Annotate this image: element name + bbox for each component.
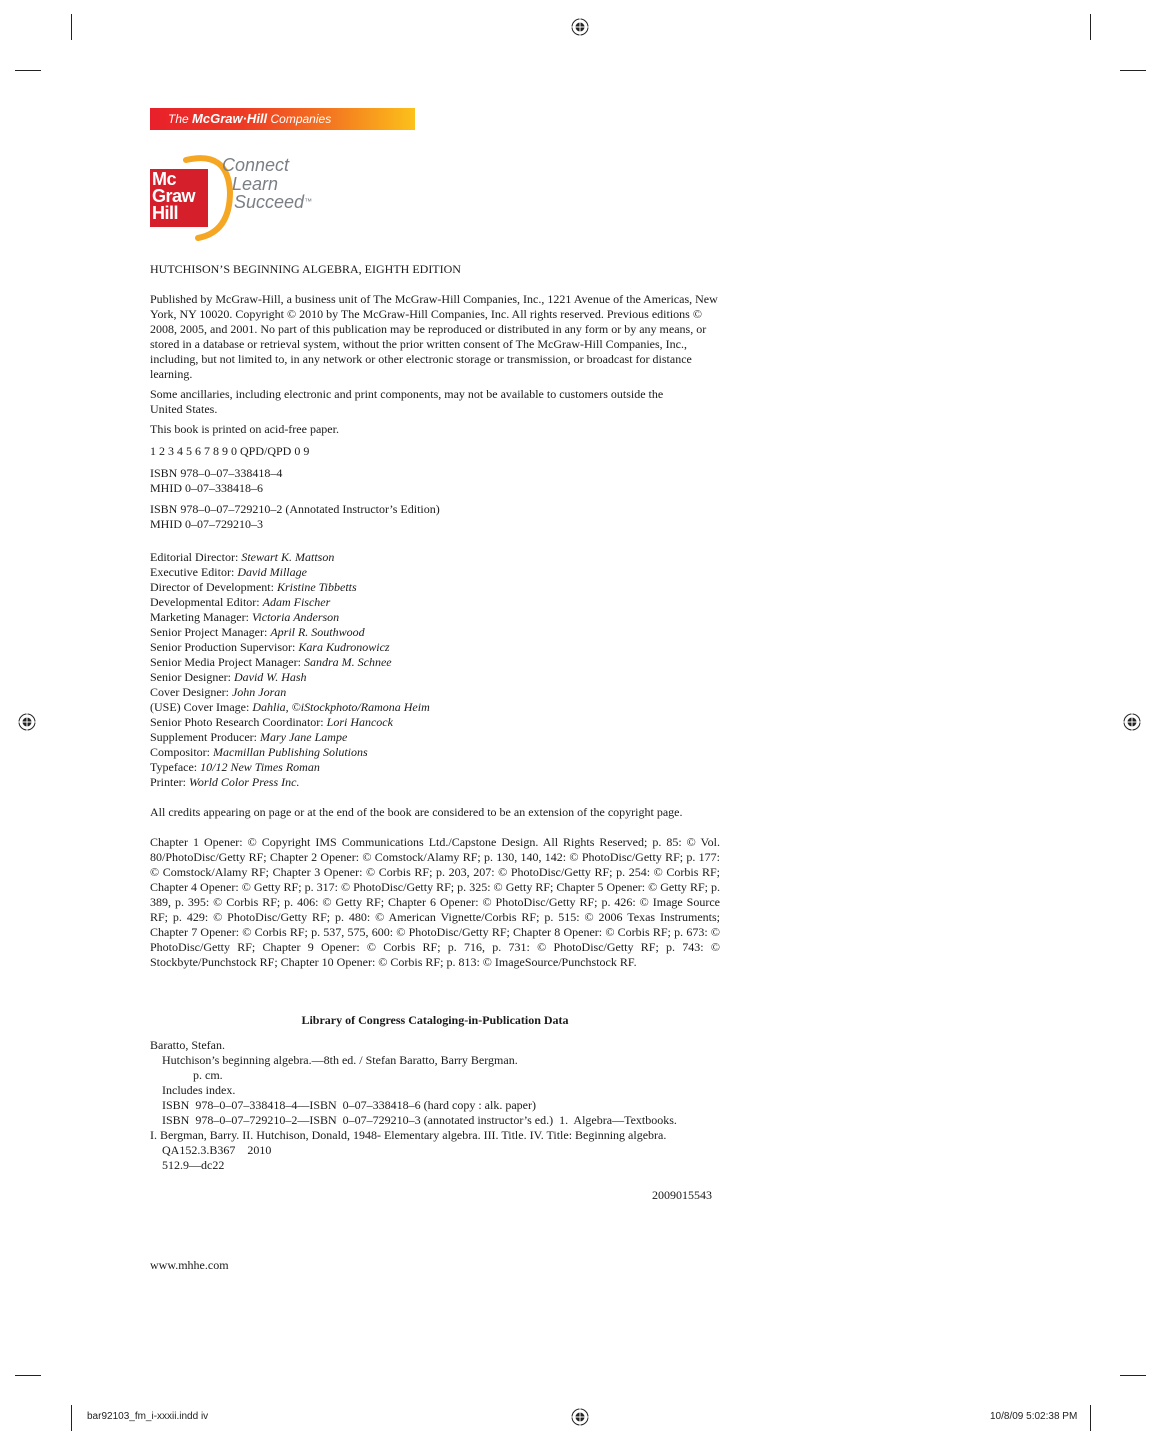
ancillaries-note: Some ancillaries, including electronic and print components, may not be available to customers outside the United States. [150, 387, 664, 416]
banner-brand: McGraw·Hill [192, 111, 268, 126]
credit-line: Senior Media Project Manager: Sandra M. Schnee [150, 655, 392, 669]
registration-mark-icon [18, 713, 36, 731]
credit-line: Editorial Director: Stewart K. Mattson [150, 550, 335, 564]
credit-line: Senior Designer: David W. Hash [150, 670, 307, 684]
crop-mark [71, 1405, 72, 1431]
isbn-line: ISBN 978–0–07–338418–4 [150, 466, 283, 480]
lcc-line: I. Bergman, Barry. II. Hutchison, Donald, 1948- Elementary algebra. III. Title. IV. Title: Beginning algebra. [150, 1128, 667, 1142]
crop-mark [1120, 1375, 1146, 1376]
tagline-line: Learn [232, 173, 279, 194]
credit-line: Supplement Producer: Mary Jane Lampe [150, 730, 348, 744]
lcc-line: Baratto, Stefan. [150, 1038, 225, 1052]
lcc-line: p. cm. [172, 1068, 223, 1082]
print-line: 1 2 3 4 5 6 7 8 9 0 QPD/QPD 0 9 [150, 444, 310, 458]
isbn-block-1 [150, 466, 720, 496]
credit-line: Printer: World Color Press Inc. [150, 775, 300, 789]
crop-mark [1120, 70, 1146, 71]
crop-mark [15, 1375, 41, 1376]
credit-line: Senior Project Manager: April R. Southwood [150, 625, 365, 639]
registration-mark-icon [1123, 713, 1141, 731]
credit-line: Executive Editor: David Millage [150, 565, 307, 579]
lcc-line: ISBN 978–0–07–338418–4—ISBN 0–07–338418–6 (hard copy : alk. paper) [156, 1098, 536, 1112]
logo-line: Hill [152, 203, 179, 223]
banner-prefix: The [168, 112, 189, 126]
lcc-line: 512.9—dc22 [156, 1158, 225, 1172]
crop-mark [71, 14, 72, 40]
photo-credits: Chapter 1 Opener: © Copyright IMS Communications Ltd./Capstone Design. All Rights Reserved; p. 85: © Vol. 80/PhotoDisc/Getty RF; Chapter 2 Opener: © Comstock/Alamy RF; p. 130, 140, 142: © PhotoDisc/Getty RF; p. 177: © Comstock/Alamy RF; Chapter 3 Opener: © Corbis RF; p. 203, 207: © PhotoDisc/Getty RF; p. 254: © Corbis RF; Chapter 4 Opener: © Getty RF; p. 317: © PhotoDisc/Getty RF; p. 325: © Getty RF; Chapter 5 Opener: © Getty RF; p. 389, p. 395: © Corbis RF; p. 406: © Getty RF; Chapter 6 Opener: © PhotoDisc/Getty RF; p. 426: © Image Source RF; p. 429: © PhotoDisc/Getty RF; p. 480: © American Vignette/Corbis RF; p. 515: © 2006 Texas Instruments; Chapter 7 Opener: © Corbis RF; p. 537, 575, 600: © PhotoDisc/Getty RF; Chapter 8 Opener: © Corbis RF; p. 673: © PhotoDisc/Getty RF; Chapter 9 Opener: © Corbis RF; p. 716, p. 731: © PhotoDisc/Getty RF; p. 743: © Stockbyte/Punchstock RF; Chapter 10 Opener: © Corbis RF; p. 813: © ImageSource/Punchstock RF. [150, 835, 720, 969]
credit-line: Senior Production Supervisor: Kara Kudronowicz [150, 640, 390, 654]
lcc-heading: Library of Congress Cataloging-in-Publication Data [301, 1013, 569, 1027]
isbn-block-2 [150, 502, 720, 532]
lccn-number: 2009015543 [652, 1188, 712, 1202]
copyright-paragraph: Published by McGraw-Hill, a business unit of The McGraw-Hill Companies, Inc., 1221 Avenue of the Americas, New York, NY 10020. Copyright © 2010 by The McGraw-Hill Companies, Inc. All rights reserved. Previous editions © 2008, 2005, and 2001. No part of this publication may be reproduced or distributed in any form or by any means, or stored in a database or retrieval system, without the prior written consent of The McGraw-Hill Companies, Inc., including, but not limited to, in any network or other electronic storage or transmission, or broadcast for distance learning. [150, 292, 718, 381]
credit-line: Cover Designer: John Joran [150, 685, 287, 699]
lcc-data [150, 1038, 720, 1173]
mhid-line: MHID 0–07–729210–3 [150, 517, 263, 531]
logo-tagline [222, 156, 312, 212]
tagline-line: Succeed [234, 192, 305, 212]
crop-mark [15, 70, 41, 71]
crop-mark [1090, 14, 1091, 40]
slug-filename: bar92103_fm_i-xxxii.indd iv [87, 1411, 209, 1422]
credit-line: Typeface: 10/12 New Times Roman [150, 760, 320, 774]
lcc-line: ISBN 978–0–07–729210–2—ISBN 0–07–729210–3 (annotated instructor’s ed.) 1. Algebra—Textbooks. [156, 1113, 677, 1127]
lcc-line: Includes index. [156, 1083, 236, 1097]
trademark-symbol: ™ [304, 197, 313, 206]
credit-line: Marketing Manager: Victoria Anderson [150, 610, 340, 624]
credits-note: All credits appearing on page or at the end of the book are considered to be an extension of the copyright page. [150, 805, 683, 819]
credit-line: Developmental Editor: Adam Fischer [150, 595, 331, 609]
registration-mark-icon [571, 1408, 589, 1426]
logo-line: Mc [152, 169, 177, 189]
mcgraw-hill-banner [150, 108, 415, 130]
acid-free-note: This book is printed on acid-free paper. [150, 422, 339, 436]
credit-line: Compositor: Macmillan Publishing Solutions [150, 745, 368, 759]
credit-line: Director of Development: Kristine Tibbetts [150, 580, 357, 594]
book-title: HUTCHISON’S BEGINNING ALGEBRA, EIGHTH EDITION [150, 262, 461, 276]
slug-timestamp: 10/8/09 5:02:38 PM [990, 1411, 1078, 1422]
credit-line: Senior Photo Research Coordinator: Lori Hancock [150, 715, 393, 729]
isbn-line: ISBN 978–0–07–729210–2 (Annotated Instructor’s Edition) [150, 502, 440, 516]
tagline-line: Connect [222, 155, 290, 175]
logo-line: Graw [152, 186, 196, 206]
credits-list [150, 550, 720, 790]
registration-mark-icon [571, 18, 589, 36]
banner-suffix: Companies [270, 112, 332, 126]
website-url: www.mhhe.com [150, 1258, 229, 1272]
lcc-line: Hutchison’s beginning algebra.—8th ed. / Stefan Baratto, Barry Bergman. [156, 1053, 518, 1067]
mcgraw-hill-logo [150, 169, 208, 227]
lcc-line: QA152.3.B367 2010 [156, 1143, 272, 1157]
credit-line: (USE) Cover Image: Dahlia, ©iStockphoto/Ramona Heim [150, 700, 430, 714]
mhid-line: MHID 0–07–338418–6 [150, 481, 263, 495]
crop-mark [1090, 1405, 1091, 1431]
